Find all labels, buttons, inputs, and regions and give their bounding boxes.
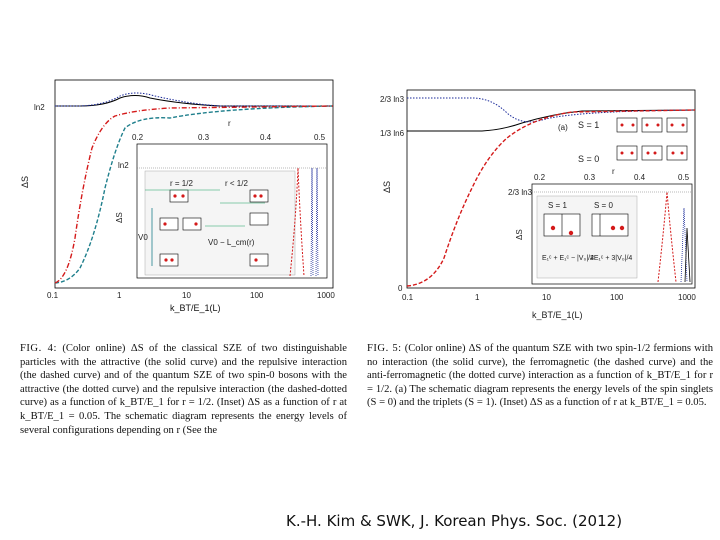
fig5-panel-a-label: (a) (558, 123, 568, 132)
fig5-inset-y-tick: 2/3 ln3 (508, 188, 533, 197)
fig4-r-less-half: r < 1/2 (225, 179, 248, 188)
fig5-y-tick: 2/3 ln3 (380, 95, 405, 104)
fig5-x-tick: 1 (475, 293, 480, 302)
fig5-x-tick: 100 (610, 293, 624, 302)
fig4-inset-y-label: ΔS (115, 212, 124, 223)
fig5-inset-y-label: ΔS (515, 229, 524, 240)
fig5-inset-r-tick: 0.5 (678, 173, 690, 182)
fig4-x-tick: 10 (182, 291, 191, 300)
citation-footer: K.-H. Kim & SWK, J. Korean Phys. Soc. (2012) (286, 512, 623, 530)
svg-text:2E₁ᶜ + 3|V₀|/4: 2E₁ᶜ + 3|V₀|/4 (590, 255, 633, 262)
fig5-inset-r-tick: 0.3 (584, 173, 596, 182)
fig4-y-axis-label: ΔS (20, 175, 30, 188)
fig4-x-axis-label: k_BT/E_1(L) (170, 303, 221, 313)
fig5-inset-s1: S = 1 (548, 201, 567, 210)
fig4-x-tick: 100 (250, 291, 264, 300)
fig5-s0: S = 0 (578, 154, 600, 164)
figure-4 (20, 78, 340, 303)
fig5-inset-s0: S = 0 (594, 201, 613, 210)
fig5-x-tick: 1000 (678, 293, 696, 302)
fig4-inset-r-tick: 0.3 (198, 133, 210, 142)
fig4-x-tick: 1 (117, 291, 122, 300)
fig5-x-axis-label: k_BT/E_1(L) (532, 310, 583, 320)
caption-fig4-label: FIG. 4: (20, 343, 57, 354)
fig5-inset-r-label: r (612, 167, 615, 176)
fig5-y-axis-label: ΔS (382, 180, 392, 193)
fig4-solid-curve (55, 96, 333, 107)
fig5-x-tick: 10 (542, 293, 551, 302)
fig5-panel-a (558, 118, 687, 164)
fig4-r-half: r = 1/2 (170, 179, 193, 188)
fig4-inset (115, 119, 327, 278)
fig4-inset-r-tick: 0.5 (314, 133, 326, 142)
fig4-v0-minus: V0 − L_cm(r) (208, 238, 255, 247)
fig5-inset-r-tick: 0.2 (534, 173, 546, 182)
fig4-x-tick: 1000 (317, 291, 335, 300)
svg-text:E₁ᶜ + E₁ᶜ − |V₀|/4: E₁ᶜ + E₁ᶜ − |V₀|/4 (542, 255, 595, 262)
fig4-y-tick-ln2: ln2 (34, 103, 45, 112)
fig5-y-tick: 1/3 ln6 (380, 129, 405, 138)
fig4-inset-r-tick: 0.4 (260, 133, 272, 142)
fig4-x-tick: 0.1 (47, 291, 59, 300)
caption-fig5-text: (Color online) ΔS of the quantum SZE with two spin-1/2 fermions with no interaction (the solid curve), the ferromagnetic (the dashed curve) and the anti-ferromagnetic (the dotted curve) interaction as a function of k_BT/E_1 for r = 1/2. (a) The schematic diagram represents the energy levels of the spin singlets (S = 0) and the triplets (S = 1). (Inset) ΔS as a function of r at k_BT/E_1 = 0.05. (367, 343, 713, 409)
caption-fig4 (20, 342, 347, 437)
caption-fig5 (367, 342, 713, 410)
fig5-s1: S = 1 (578, 120, 600, 130)
fig5-y-tick: 0 (398, 284, 403, 293)
fig4-v0: V0 (138, 233, 148, 242)
fig4-inset-r-label: r (228, 119, 231, 128)
caption-fig4-text: (Color online) ΔS of the classical SZE of two distinguishable particles with the attractive (the solid curve) and the repulsive interaction (the dashed curve) and of the quantum SZE of two spin-0 bosons with the attractive (the dotted curve) and the repulsive interaction (the dashed-dotted curve) as a function of k_BT/E_1 for r = 1/2. (Inset) ΔS as a function of r at k_BT/E_1 = 0.05. The schematic diagram represents the energy levels of several configurations depending on r (See the (20, 343, 347, 436)
fig4-inset-r-tick: 0.2 (132, 133, 144, 142)
caption-fig5-label: FIG. 5: (367, 343, 402, 354)
fig5-inset (508, 167, 692, 284)
fig4-inset-y-tick: ln2 (118, 161, 129, 170)
fig5-x-tick: 0.1 (402, 293, 414, 302)
fig5-inset-r-tick: 0.4 (634, 173, 646, 182)
figure-5 (372, 78, 702, 323)
